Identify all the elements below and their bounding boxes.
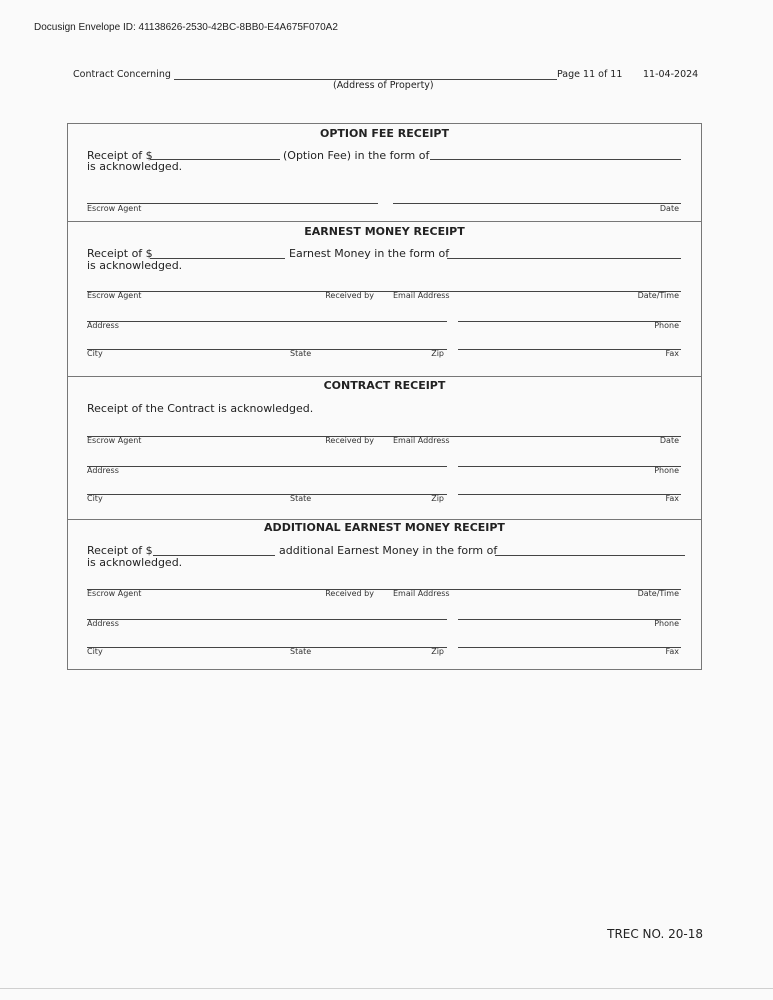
contract-title: CONTRACT RECEIPT <box>323 379 446 392</box>
trec-form-number: TREC NO. 20-18 <box>607 927 703 941</box>
contract-concerning-label: Contract Concerning <box>73 69 171 80</box>
earnest-address-label: Address <box>87 321 119 330</box>
contract-escrow-label: Escrow Agent <box>87 436 142 445</box>
contract-address-field[interactable] <box>87 466 447 467</box>
contract-received-by-label: Received by <box>325 436 374 445</box>
additional-fax-label: Fax <box>665 647 679 656</box>
additional-address-field[interactable] <box>87 619 447 620</box>
earnest-received-by-label: Received by <box>325 291 374 300</box>
option-fee-form-field[interactable] <box>430 159 681 160</box>
receipts-form <box>67 123 702 670</box>
earnest-email-label: Email Address <box>393 291 450 300</box>
additional-acknowledged: is acknowledged. <box>87 556 183 569</box>
earnest-acknowledged: is acknowledged. <box>87 259 183 272</box>
contract-date-label: Date <box>659 436 679 445</box>
earnest-phone-field[interactable] <box>458 321 681 322</box>
option-fee-title: OPTION FEE RECEIPT <box>320 127 449 140</box>
option-fee-date-label: Date <box>659 204 679 213</box>
additional-fax-field[interactable] <box>458 647 681 648</box>
earnest-address-field[interactable] <box>87 321 447 322</box>
option-fee-receipt-label: Receipt of $ <box>87 149 153 162</box>
address-caption: (Address of Property) <box>333 80 434 91</box>
earnest-title: EARNEST MONEY RECEIPT <box>304 225 465 238</box>
additional-phone-label: Phone <box>654 619 679 628</box>
earnest-form-field[interactable] <box>447 258 681 259</box>
option-fee-date-field[interactable] <box>393 203 681 204</box>
earnest-escrow-row-field[interactable] <box>87 291 681 292</box>
option-fee-escrow-label: Escrow Agent <box>87 204 142 213</box>
contract-city-state-zip-field[interactable] <box>87 494 447 495</box>
option-fee-form-text: (Option Fee) in the form of <box>283 149 430 162</box>
option-fee-acknowledged: is acknowledged. <box>87 160 183 173</box>
additional-divider <box>68 519 701 520</box>
earnest-city-state-zip-field[interactable] <box>87 349 447 350</box>
additional-zip-label: Zip <box>431 647 444 656</box>
additional-escrow-row-field[interactable] <box>87 589 681 590</box>
earnest-zip-label: Zip <box>431 349 444 358</box>
contract-zip-label: Zip <box>431 494 444 503</box>
earnest-state-label: State <box>290 349 312 358</box>
contract-email-label: Email Address <box>393 436 450 445</box>
page-bottom-rule <box>0 988 773 989</box>
earnest-phone-label: Phone <box>654 321 679 330</box>
contract-acknowledged: Receipt of the Contract is acknowledged. <box>87 402 314 415</box>
earnest-receipt-label: Receipt of $ <box>87 247 153 260</box>
contract-phone-field[interactable] <box>458 466 681 467</box>
page-number: Page 11 of 11 <box>557 69 623 80</box>
earnest-datetime-label: Date/Time <box>637 291 679 300</box>
earnest-escrow-label: Escrow Agent <box>87 291 142 300</box>
earnest-form-text: Earnest Money in the form of <box>289 247 450 260</box>
page-date: 11-04-2024 <box>643 69 699 80</box>
contract-fax-field[interactable] <box>458 494 681 495</box>
contract-fax-label: Fax <box>665 494 679 503</box>
contract-address-label: Address <box>87 466 119 475</box>
contract-state-label: State <box>290 494 312 503</box>
earnest-city-label: City <box>87 349 103 358</box>
additional-title: ADDITIONAL EARNEST MONEY RECEIPT <box>264 521 505 534</box>
additional-city-label: City <box>87 647 103 656</box>
additional-received-by-label: Received by <box>325 589 374 598</box>
contract-escrow-row-field[interactable] <box>87 436 681 437</box>
envelope-id: Docusign Envelope ID: 41138626-2530-42BC-8BB0-E4A675F070A2 <box>34 22 338 33</box>
additional-address-label: Address <box>87 619 119 628</box>
additional-city-state-zip-field[interactable] <box>87 647 447 648</box>
contract-city-label: City <box>87 494 103 503</box>
additional-email-label: Email Address <box>393 589 450 598</box>
earnest-fax-field[interactable] <box>458 349 681 350</box>
additional-form-text: additional Earnest Money in the form of <box>279 544 498 557</box>
additional-escrow-label: Escrow Agent <box>87 589 142 598</box>
additional-receipt-label: Receipt of $ <box>87 544 153 557</box>
contract-divider <box>68 376 701 377</box>
additional-form-field[interactable] <box>495 555 685 556</box>
contract-phone-label: Phone <box>654 466 679 475</box>
additional-datetime-label: Date/Time <box>637 589 679 598</box>
additional-phone-field[interactable] <box>458 619 681 620</box>
additional-state-label: State <box>290 647 312 656</box>
earnest-divider <box>68 221 701 222</box>
earnest-fax-label: Fax <box>665 349 679 358</box>
